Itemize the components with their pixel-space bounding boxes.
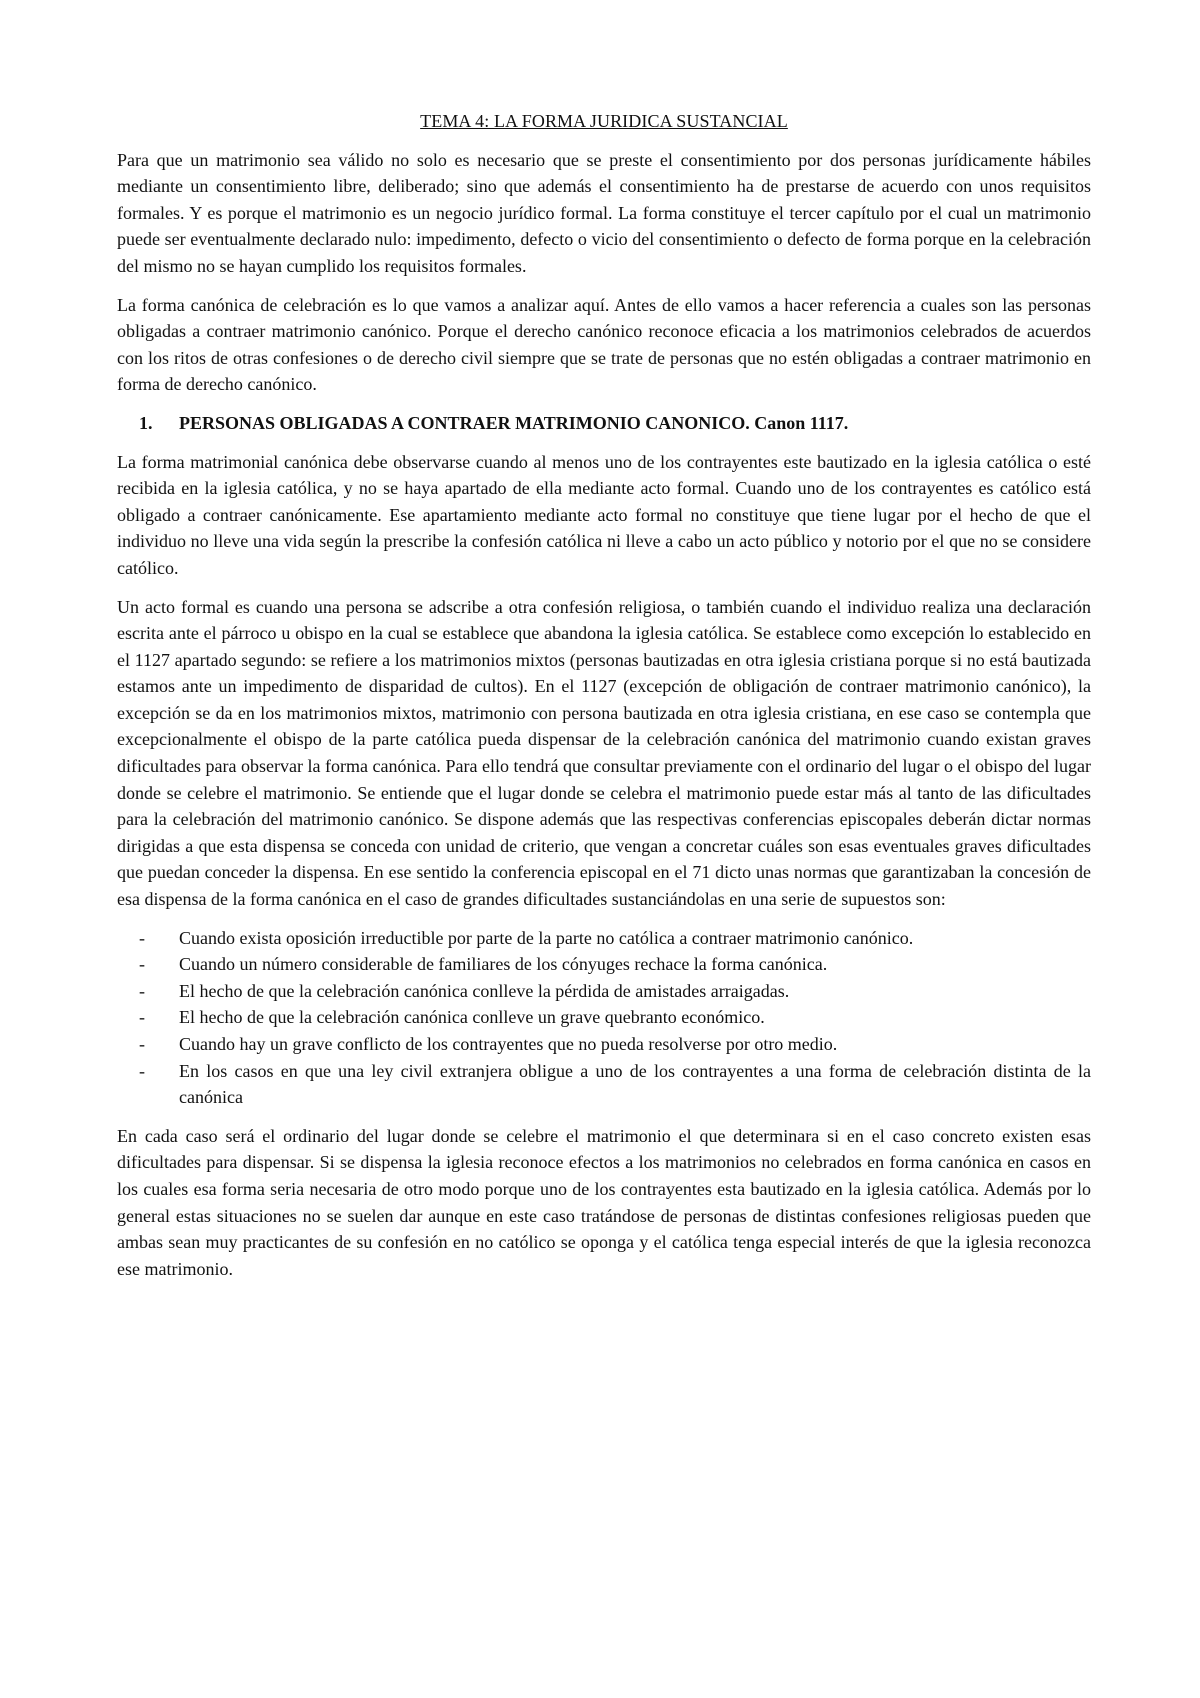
bullet-marker: - [139,927,145,948]
list-item-text: Cuando hay un grave conflicto de los contrayentes que no pueda resolverse por otro medio. [179,1034,838,1054]
list-item-text: Cuando un número considerable de familiares de los cónyuges rechace la forma canónica. [179,954,828,975]
section-heading-text: PERSONAS OBLIGADAS A CONTRAER MATRIMONIO CANONICO. Canon 1117. [179,412,849,433]
section-heading [117,410,1091,437]
document-page [117,108,1091,1294]
document-title: TEMA 4: LA FORMA JURIDICA SUSTANCIAL [420,111,788,131]
list-item [117,925,1091,952]
bullet-list [117,925,1091,1111]
bullet-marker: - [139,1007,145,1028]
list-item [117,1004,1091,1031]
list-item-text: El hecho de que la celebración canónica conlleve un grave quebranto económico. [179,1007,765,1028]
intro-paragraph-1: Para que un matrimonio sea válido no solo es necesario que se preste el consentimiento por dos personas jurídicamente hábiles mediante un consentimiento libre, deliberado; sino que además el consentimiento ha de prestarse de acuerdo con unos requisitos formales. Y es porque el matrimonio es un negocio jurídico formal. La forma constituye el tercer capítulo por el cual un matrimonio puede ser eventualmente declarado nulo: impedimento, defecto o vicio del consentimiento o defecto de forma porque en la celebración del mismo no se hayan cumplido los requisitos formales. [117,149,1091,276]
bullet-marker: - [139,980,145,1001]
list-item [117,1031,1091,1058]
list-item-text: El hecho de que la celebración canónica conlleve la pérdida de amistades arraigadas. [179,980,790,1001]
section-paragraph-1: La forma matrimonial canónica debe observarse cuando al menos uno de los contrayentes este bautizado en la iglesia católica o esté recibida en la iglesia católica, y no se haya apartado de ella mediante acto formal. Cuando uno de los contrayentes es católico está obligado a contraer canónicamente. Ese apartamiento mediante acto formal no constituye que tiene lugar por el hecho de que el individuo no lleve una vida según la prescribe la confesión católica ni lleve a cabo un acto público y notorio por el que no se considere católico. [117,451,1091,578]
bullet-marker: - [139,1034,145,1054]
bullet-marker: - [139,1060,145,1081]
list-item [117,1058,1091,1111]
section-number: 1. [139,412,153,433]
intro-paragraph-2: La forma canónica de celebración es lo que vamos a analizar aquí. Antes de ello vamos a hacer referencia a cuales son las personas obligadas a contraer matrimonio canónico. Porque el derecho canónico reconoce eficacia a los matrimonios celebrados de acuerdos con los ritos de otras confesiones o de derecho civil siempre que se trate de personas que no estén obligadas a contraer matrimonio en forma de derecho canónico. [117,294,1091,395]
final-paragraph: En cada caso será el ordinario del lugar donde se celebre el matrimonio el que determinara si en el caso concreto existen esas dificultades para dispensar. Si se dispensa la iglesia reconoce efectos a los matrimonios no celebrados en forma canónica en casos en los cuales esa forma seria necesaria de otro modo porque uno de los contrayentes esta bautizado en la iglesia católica. Además por lo general estas situaciones no se suelen dar aunque en este caso tratándose de personas de distintas confesiones religiosas pueden que ambas sean muy practicantes de su confesión en no católico se oponga y el católica tenga especial interés de que la iglesia reconozca ese matrimonio. [117,1125,1091,1279]
list-item-text: En los casos en que una ley civil extranjera obligue a uno de los contrayentes a una forma de celebración distinta de la canónica [179,1060,1091,1108]
list-item-text: Cuando exista oposición irreductible por parte de la parte no católica a contraer matrimonio canónico. [179,927,914,948]
bullet-marker: - [139,954,145,975]
list-item [117,978,1091,1005]
list-item [117,951,1091,978]
section-paragraph-2: Un acto formal es cuando una persona se adscribe a otra confesión religiosa, o también cuando el individuo realiza una declaración escrita ante el párroco u obispo en la cual se establece que abandona la iglesia católica. Se establece como excepción lo establecido en el 1127 apartado segundo: se refiere a los matrimonios mixtos (personas bautizadas en otra iglesia cristiana porque si no está bautizada estamos ante un impedimento de disparidad de cultos). En el 1127 (excepción de obligación de contraer matrimonio canónico), la excepción se da en los matrimonios mixtos, matrimonio con persona bautizada en otra iglesia cristiana, en ese caso se contempla que excepcionalmente el obispo de la parte católica pueda dispensar de la celebración canónica del matrimonio cuando existan graves dificultades para observar la forma canónica. Para ello tendrá que consultar previamente con el ordinario del lugar o el obispo del lugar donde se celebre el matrimonio. Se entiende que el lugar donde se celebra el matrimonio puede estar más al tanto de las dificultades para la celebración del matrimonio canónico. Se dispone además que las respectivas conferencias episcopales deberán dictar normas dirigidas a que esta dispensa se conceda con unidad de criterio, que vengan a concretar cuáles son esas eventuales graves dificultades que puedan conceder la dispensa. En ese sentido la conferencia episcopal en el 71 dicto unas normas que garantizaban la concesión de esa dispensa de la forma canónica en el caso de grandes dificultades sustanciándolas en una serie de supuestos son: [117,596,1091,910]
